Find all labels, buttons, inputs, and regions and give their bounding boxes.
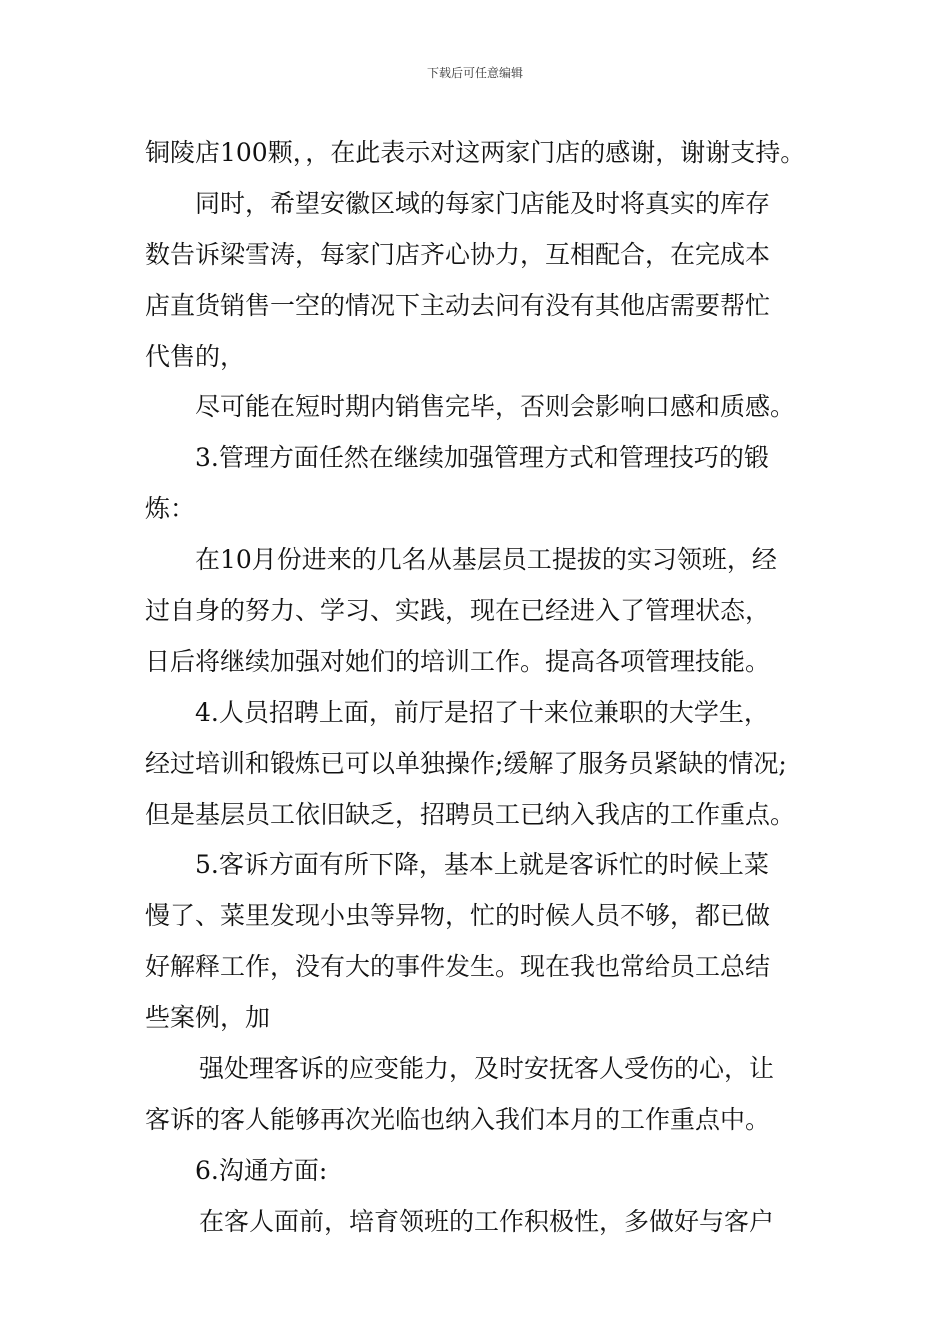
- text-line: 5.客诉方面有所下降，基本上就是客诉忙的时候上菜: [195, 850, 769, 880]
- text-line: 经过培训和锻炼已可以单独操作;缓解了服务员紧缺的情况;: [145, 748, 787, 778]
- text-line: 慢了、菜里发现小虫等异物，忙的时候人员不够，都已做: [145, 901, 771, 931]
- page-header: 下载后可任意编辑: [426, 66, 523, 80]
- document-body: [145, 128, 815, 1248]
- text-line: 同时，希望安徽区域的每家门店能及时将真实的库存: [195, 188, 771, 218]
- text-line: 客诉的客人能够再次光临也纳入我们本月的工作重点中。: [145, 1104, 771, 1134]
- text-line: 6.沟通方面:: [195, 1155, 328, 1185]
- text-line: 3.管理方面任然在继续加强管理方式和管理技巧的锻: [195, 443, 769, 473]
- text-line: 在10月份进来的几名从基层员工提拔的实习领班，经: [195, 545, 777, 575]
- text-line: 些案例，加: [145, 1003, 271, 1033]
- text-line: 但是基层员工依旧缺乏，招聘员工已纳入我店的工作重点。: [145, 799, 796, 829]
- text-line: 日后将继续加强对她们的培训工作。提高各项管理技能。: [145, 646, 771, 676]
- text-line: 在客人面前，培育领班的工作积极性，多做好与客户: [199, 1206, 775, 1236]
- text-line: 炼：: [145, 494, 196, 524]
- text-line: 强处理客诉的应变能力，及时安抚客人受伤的心，让: [199, 1054, 775, 1084]
- text-line: 过自身的努力、学习、实践，现在已经进入了管理状态，: [145, 596, 771, 626]
- text-line: 铜陵店100颗，，在此表示对这两家门店的感谢，谢谢支持。: [145, 138, 806, 167]
- text-line: 尽可能在短时期内销售完毕，否则会影响口感和质感。: [195, 392, 796, 422]
- text-line: 数告诉梁雪涛，每家门店齐心协力，互相配合，在完成本: [145, 239, 771, 269]
- text-line: 好解释工作，没有大的事件发生。现在我也常给员工总结: [145, 952, 771, 982]
- text-line: 4.人员招聘上面，前厅是招了十来位兼职的大学生，: [195, 697, 769, 727]
- text-line: 店直货销售一空的情况下主动去问有没有其他店需要帮忙: [145, 290, 771, 320]
- text-line: 代售的，: [145, 341, 246, 371]
